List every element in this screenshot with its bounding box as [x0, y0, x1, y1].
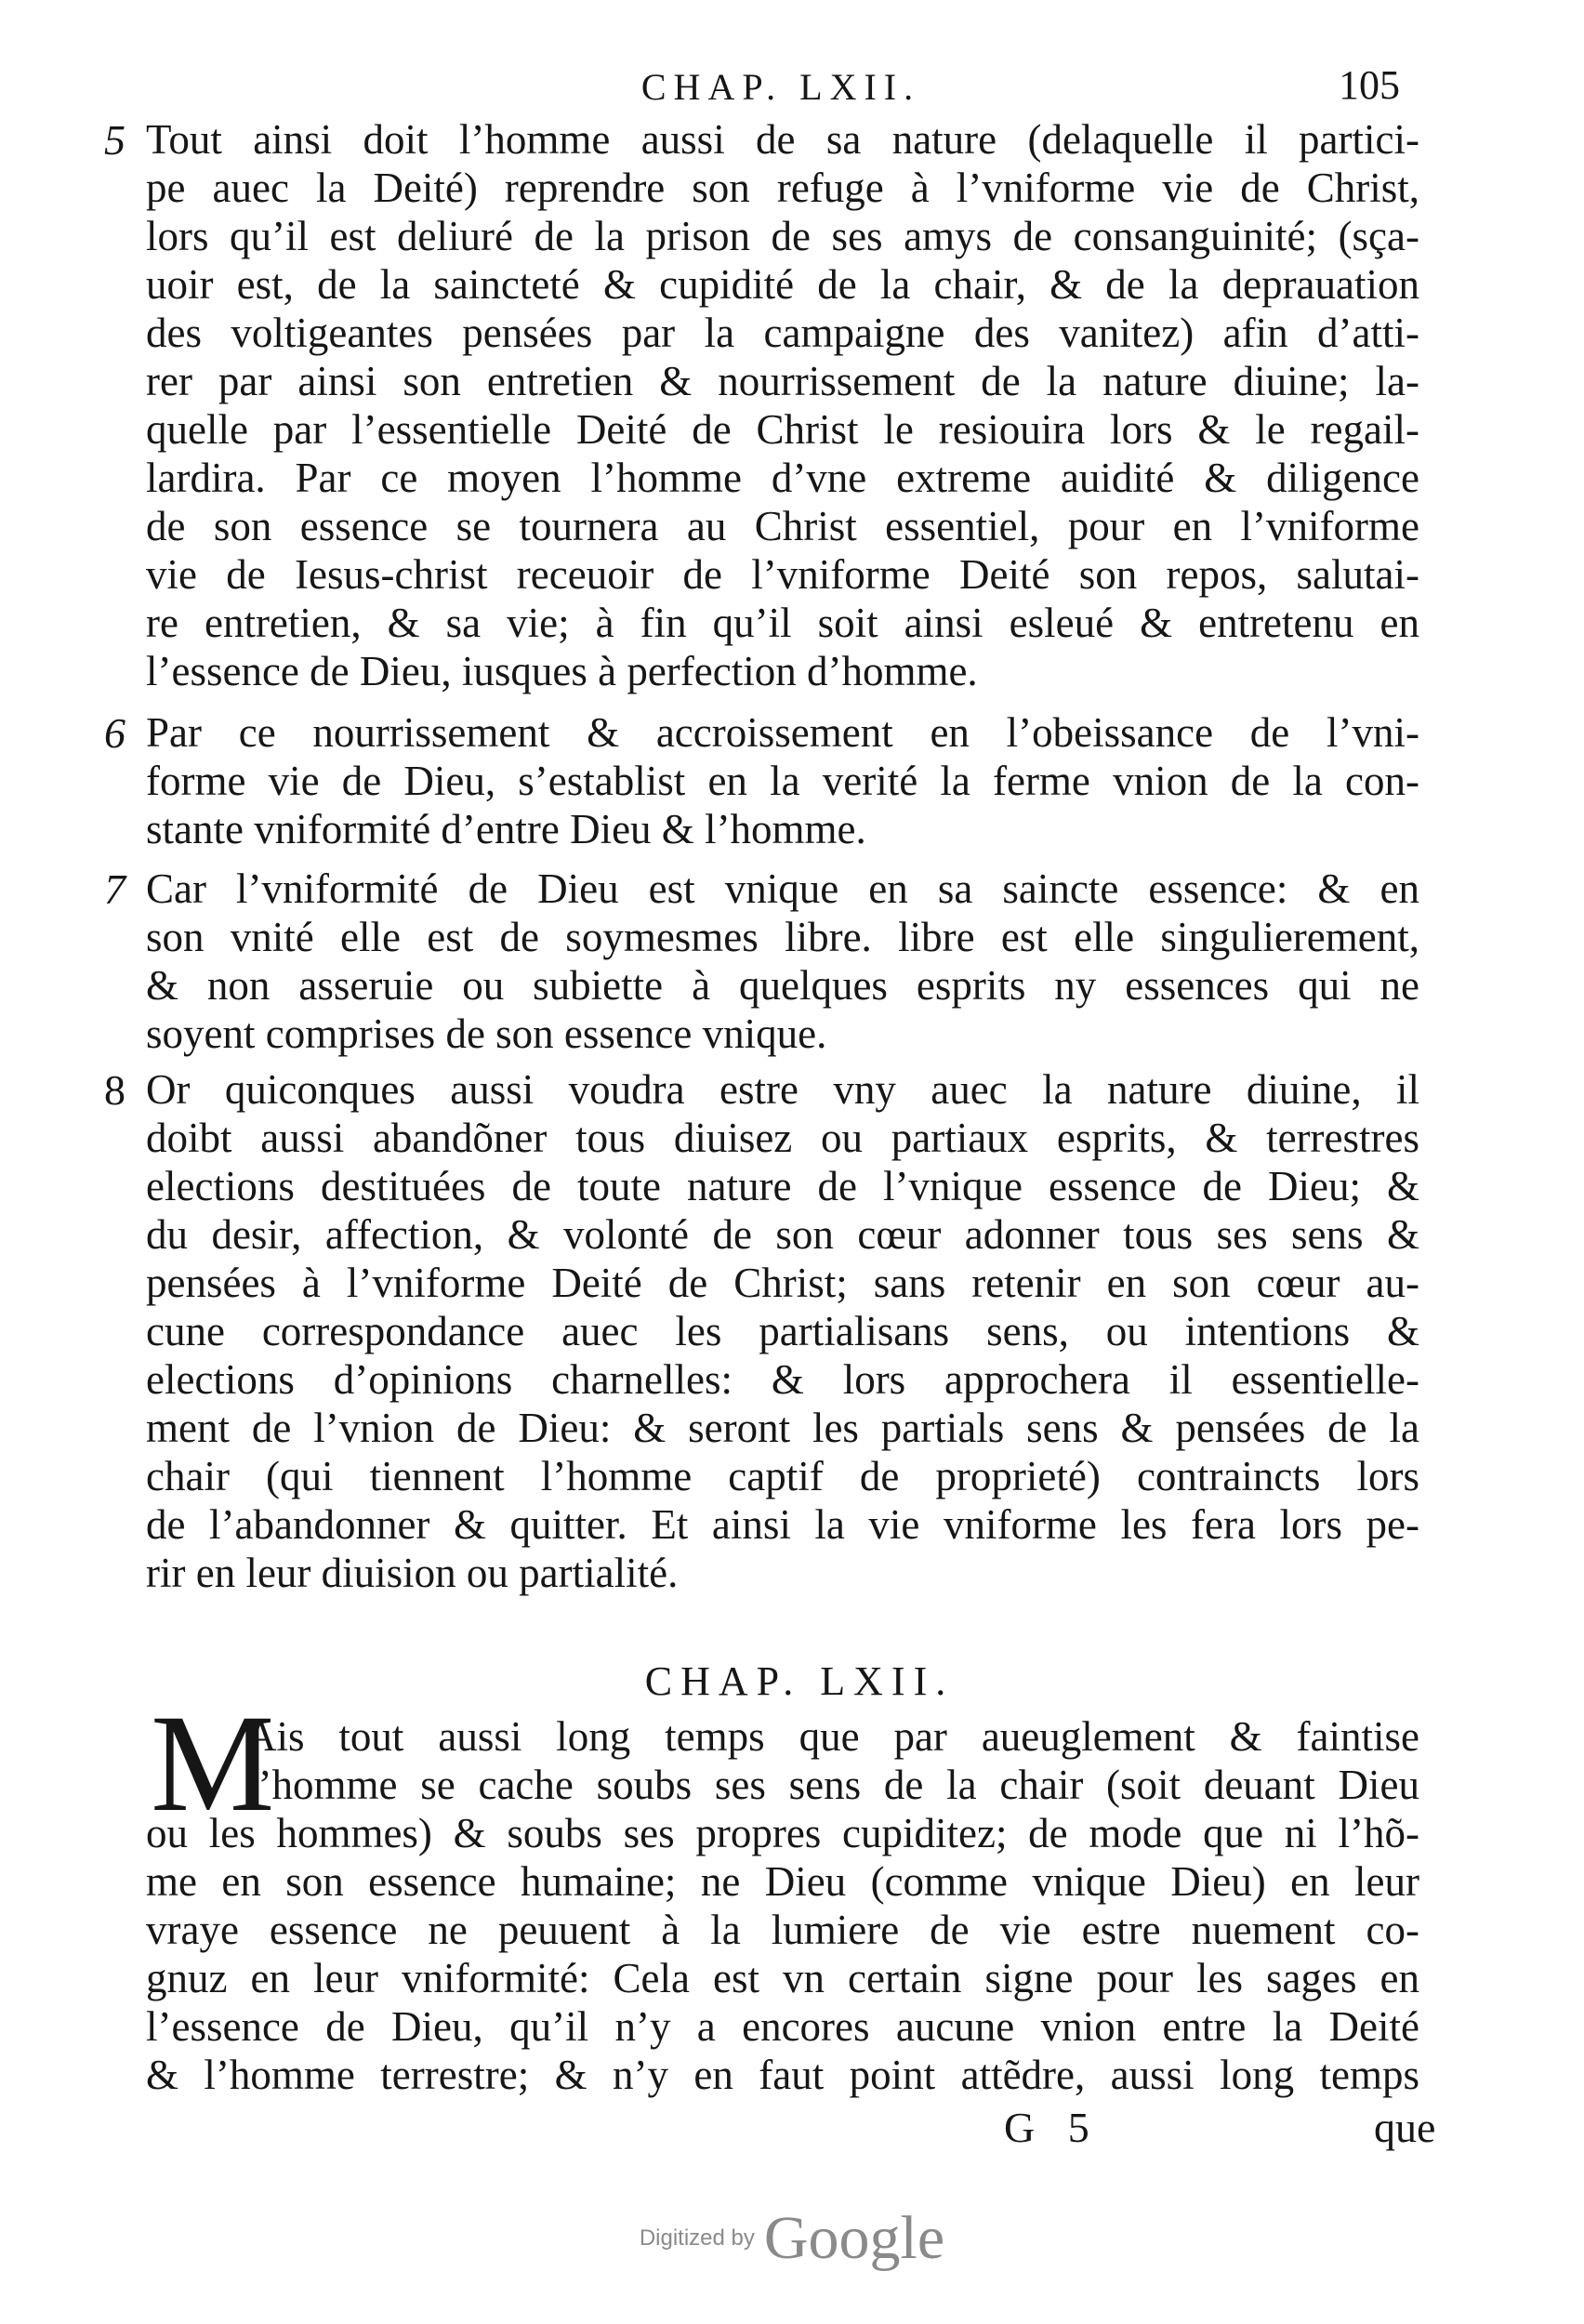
text-line: pensées à l’vniforme Deité de Christ; sans retenir en son cœur au-: [146, 1260, 1419, 1306]
chapter-heading: CHAP. LXII.: [644, 1658, 955, 1704]
text-line: vie de Iesus-christ receuoir de l’vniforme Deité son repos, salutai-: [146, 551, 1419, 598]
google-logo: Google: [763, 2204, 945, 2272]
text-line: Par ce nourrissement & accroissement en l’obeissance de l’vni-: [146, 709, 1419, 756]
text-line: quelle par l’essentielle Deité de Christ le resiouira lors & le regail-: [146, 406, 1419, 453]
text-line: de son essence se tournera au Christ essentiel, pour en l’vniforme: [146, 503, 1419, 549]
text-line: rir en leur diuision ou partialité.: [146, 1550, 679, 1596]
text-line: Ais tout aussi long temps que par aueuglement & faintise: [246, 1713, 1419, 1760]
text-line: gnuz en leur vniformité: Cela est vn certain signe pour les sages en: [146, 1955, 1419, 2001]
text-line: forme vie de Dieu, s’establist en la verité la ferme vnion de la con-: [146, 758, 1419, 804]
text-line: son vnité elle est de soymesmes libre. libre est elle singulierement,: [146, 914, 1419, 960]
text-line: ment de l’vnion de Dieu: & seront les partials sens & pensées de la: [146, 1405, 1419, 1451]
verse-number-6: 6: [104, 709, 125, 757]
text-line: de l’abandonner & quitter. Et ainsi la vie vniforme les fera lors pe-: [146, 1501, 1419, 1548]
digitized-label: Digitized by: [639, 2225, 755, 2251]
text-line: cune correspondance auec les partialisans sens, ou intentions &: [146, 1308, 1419, 1354]
text-line: doibt aussi abandõner tous diuisez ou partiaux esprits, & terrestres: [146, 1115, 1419, 1161]
text-line: elections destituées de toute nature de l’vnique essence de Dieu; &: [146, 1163, 1419, 1209]
text-line: uoir est, de la saincteté & cupidité de la chair, & de la deprauation: [146, 261, 1419, 308]
text-line: Tout ainsi doit l’homme aussi de sa nature (delaquelle il partici-: [146, 116, 1419, 163]
text-line: & non asseruie ou subiette à quelques esprits ny essences qui ne: [146, 962, 1419, 1009]
text-line: me en son essence humaine; ne Dieu (comme vnique Dieu) en leur: [146, 1858, 1419, 1905]
text-line: l’essence de Dieu, qu’il n’y a encores aucune vnion entre la Deité: [146, 2003, 1419, 2050]
text-line: l’essence de Dieu, iusques à perfection d’homme.: [146, 648, 978, 694]
digitized-watermark: [0, 2203, 1584, 2274]
text-line: Car l’vniformité de Dieu est vnique en sa saincte essence: & en: [146, 865, 1419, 912]
signature-mark: G 5: [1004, 2104, 1101, 2151]
text-line: Or quiconques aussi voudra estre vny auec la nature diuine, il: [146, 1066, 1419, 1113]
text-line: soyent comprises de son essence vnique.: [146, 1010, 827, 1057]
text-line: elections d’opinions charnelles: & lors approchera il essentielle-: [146, 1356, 1419, 1403]
verse-number-5: 5: [104, 116, 125, 164]
text-line: lors qu’il est deliuré de la prison de ses amys de consanguinité; (sça-: [146, 213, 1419, 259]
text-line: lardira. Par ce moyen l’homme d’vne extreme auidité & diligence: [146, 455, 1419, 501]
text-line: ou les hommes) & soubs ses propres cupiditez; de mode que ni l’hõ-: [146, 1810, 1419, 1856]
text-line: l’homme se cache soubs ses sens de la chair (soit deuant Dieu: [246, 1762, 1419, 1808]
text-line: & l’homme terrestre; & n’y en faut point attẽdre, aussi long temps: [146, 2052, 1419, 2098]
drop-cap: M: [151, 1686, 275, 1841]
text-line: chair (qui tiennent l’homme captif de proprieté) contraincts lors: [146, 1453, 1419, 1499]
running-head: CHAP. LXII.: [640, 66, 921, 108]
page-number: 105: [1339, 62, 1400, 108]
text-line: du desir, affection, & volonté de son cœur adonner tous ses sens &: [146, 1211, 1419, 1258]
text-line: rer par ainsi son entretien & nourrissement de la nature diuine; la-: [146, 358, 1419, 404]
verse-number-7: 7: [104, 865, 125, 913]
text-line: stante vniformité d’entre Dieu & l’homme.: [146, 806, 866, 852]
text-line: pe auec la Deité) reprendre son refuge à l’vniforme vie de Christ,: [146, 165, 1419, 211]
catchword: que: [1374, 2104, 1436, 2151]
verse-number-8: 8: [104, 1066, 125, 1114]
text-line: des voltigeantes pensées par la campaigne des vanitez) afin d’atti-: [146, 310, 1419, 356]
text-line: vraye essence ne peuuent à la lumiere de vie estre nuement co-: [146, 1907, 1419, 1953]
text-line: re entretien, & sa vie; à fin qu’il soit ainsi esleué & entretenu en: [146, 600, 1419, 646]
